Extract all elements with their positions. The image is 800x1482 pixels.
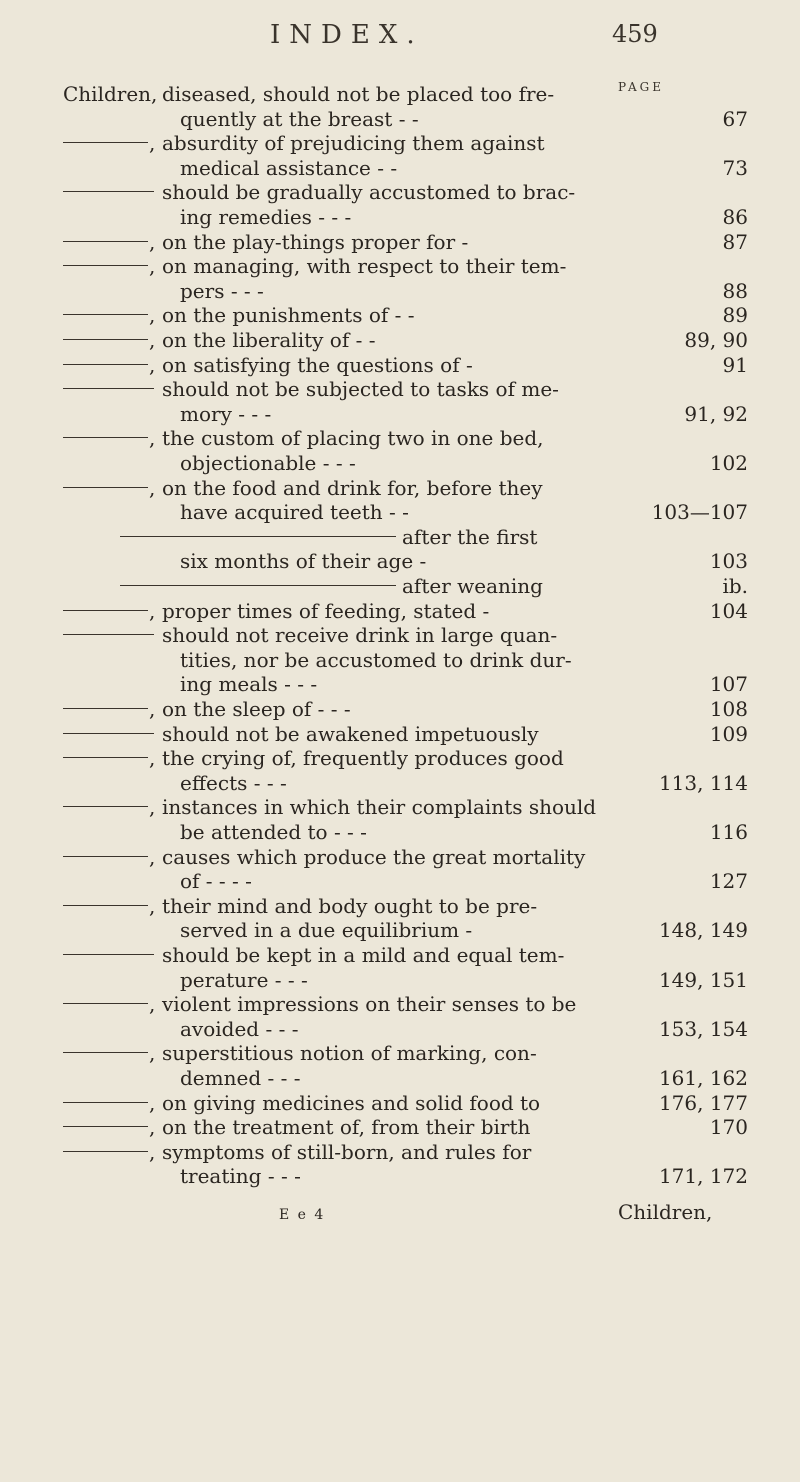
entry-line (0, 1164, 800, 1188)
page-reference: 108 (709, 697, 748, 721)
entry-line (0, 968, 800, 992)
page-reference: 148, 149 (658, 918, 748, 943)
entry-text: treating - - - (180, 1164, 301, 1189)
entry-line (0, 1140, 800, 1164)
entry-line (0, 230, 800, 254)
ditto-rule (63, 1151, 148, 1152)
entry-text: on the sleep of - - - (162, 697, 351, 721)
entry-line (0, 107, 800, 131)
entry-text: absurdity of prejudicing them against (162, 131, 545, 156)
entry-text: the custom of placing two in one bed, (162, 426, 544, 451)
entry-text: superstitious notion of marking, con- (162, 1041, 537, 1066)
ditto-rule (63, 265, 148, 266)
entry-line (0, 328, 800, 352)
entry-text: on the punishments of - - (162, 303, 415, 328)
entry-text: effects - - - (180, 770, 287, 795)
entry-line (0, 82, 800, 106)
ditto-rule (120, 536, 396, 537)
ditto-rule (63, 1126, 148, 1127)
page-reference: 104 (709, 598, 748, 623)
entry-line (0, 476, 800, 500)
page-reference: 102 (709, 450, 748, 475)
entry-text: medical assistance - - (180, 155, 398, 180)
page-reference: 153, 154 (658, 1016, 748, 1041)
page-reference: 116 (709, 819, 748, 844)
entry-line (0, 131, 800, 155)
ditto-rule (63, 708, 148, 709)
entry-line (0, 353, 800, 377)
ditto-comma: , (149, 303, 156, 328)
ditto-rule (120, 585, 396, 586)
entry-text: diseased, should not be placed too fre- (162, 82, 555, 106)
entry-text: should not receive drink in large quan- (162, 623, 558, 648)
catchword: Children, (618, 1200, 713, 1224)
page-reference: 109 (709, 721, 748, 746)
entry-line (0, 377, 800, 401)
page-reference: 161, 162 (658, 1065, 748, 1090)
ditto-comma: , (149, 1041, 156, 1066)
page-reference: 67 (722, 106, 748, 131)
entry-text: instances in which their complaints should (162, 795, 597, 820)
entry-line (0, 697, 800, 721)
entry-text: should not be awakened impetuously (162, 721, 539, 746)
page-column-label: PAGE (618, 80, 664, 94)
entry-line (0, 500, 800, 524)
ditto-rule (63, 191, 154, 192)
page-reference: 91, 92 (684, 401, 748, 426)
page-reference: ib. (722, 574, 748, 598)
ditto-comma: , (149, 352, 156, 377)
entry-text: six months of their age - (180, 549, 427, 574)
ditto-rule (63, 856, 148, 857)
entry-text: served in a due equilibrium - (180, 918, 473, 943)
entry-line (0, 426, 800, 450)
entry-line (0, 574, 800, 598)
ditto-rule (63, 954, 154, 955)
entry-line (0, 672, 800, 696)
ditto-comma: , (149, 254, 156, 279)
entry-line (0, 820, 800, 844)
entry-text: on satisfying the questions of - (162, 352, 473, 377)
entry-text: tities, nor be accustomed to drink dur- (180, 647, 572, 672)
page-reference: 176, 177 (658, 1090, 748, 1115)
entry-text: quently at the breast - - (180, 106, 419, 131)
entry-text: violent impressions on their senses to be (162, 992, 577, 1017)
page-number: 459 (612, 20, 658, 48)
entry-text: avoided - - - (180, 1016, 299, 1041)
entry-line (0, 1041, 800, 1065)
entry-text: on the liberality of - - (162, 328, 376, 352)
entry-text: objectionable - - - (180, 450, 356, 475)
entry-line (0, 254, 800, 278)
ditto-comma: , (149, 697, 156, 721)
ditto-rule (63, 1102, 148, 1103)
entry-text: ing remedies - - - (180, 204, 352, 229)
ditto-rule (63, 610, 148, 611)
entry-line (0, 549, 800, 573)
entry-line (0, 845, 800, 869)
page-reference: 88 (722, 278, 748, 303)
entry-line (0, 525, 800, 549)
ditto-comma: , (149, 1115, 156, 1140)
entry-line (0, 943, 800, 967)
entry-text: perature - - - (180, 967, 308, 992)
ditto-rule (63, 241, 148, 242)
entry-text: have acquired teeth - - (180, 500, 409, 525)
entry-text: on giving medicines and solid food to (162, 1090, 541, 1115)
page-reference: 107 (709, 672, 748, 697)
entry-text: of - - - - (180, 869, 252, 894)
entry-text: should not be subjected to tasks of me- (162, 377, 559, 402)
entry-text: causes which produce the great mortality (162, 844, 586, 869)
page-reference: 103—107 (651, 500, 748, 525)
ditto-rule (63, 1003, 148, 1004)
entry-text: on the treatment of, from their birth (162, 1115, 531, 1140)
entry-text: should be kept in a mild and equal tem- (162, 943, 565, 967)
entry-text: mory - - - (180, 401, 272, 426)
ditto-rule (63, 314, 148, 315)
ditto-rule (63, 142, 148, 143)
entry-text: symptoms of still-born, and rules for (162, 1139, 532, 1164)
ditto-rule (63, 1052, 148, 1053)
ditto-comma: , (149, 131, 156, 156)
entry-line (0, 746, 800, 770)
page-reference: 89, 90 (684, 328, 748, 352)
page-reference: 113, 114 (658, 770, 748, 795)
ditto-comma: , (149, 229, 156, 254)
ditto-comma: , (149, 598, 156, 623)
entry-line (0, 894, 800, 918)
page-reference: 86 (722, 204, 748, 229)
ditto-rule (63, 487, 148, 488)
entry-text: be attended to - - - (180, 819, 367, 844)
entry-line (0, 451, 800, 475)
entry-line (0, 402, 800, 426)
ditto-rule (63, 733, 154, 734)
ditto-rule (63, 437, 148, 438)
ditto-rule (63, 388, 154, 389)
ditto-comma: , (149, 1139, 156, 1164)
entry-line (0, 1017, 800, 1041)
entry-text: after the first (402, 524, 538, 549)
ditto-rule (63, 757, 148, 758)
page-reference: 127 (709, 869, 748, 894)
ditto-comma: , (149, 1090, 156, 1115)
entry-text: the crying of, frequently produces good (162, 746, 564, 771)
ditto-rule (63, 806, 148, 807)
entry-line (0, 918, 800, 942)
entry-line (0, 1066, 800, 1090)
page-reference: 149, 151 (658, 967, 748, 992)
ditto-comma: , (149, 426, 156, 451)
page-title: INDEX. (270, 20, 424, 50)
entry-line (0, 795, 800, 819)
page-reference: 103 (709, 549, 748, 574)
page-reference: 91 (722, 352, 748, 377)
entry-text: proper times of feeding, stated - (162, 598, 490, 623)
entry-line (0, 303, 800, 327)
ditto-comma: , (149, 992, 156, 1017)
ditto-comma: , (149, 475, 156, 500)
page-reference: 170 (709, 1115, 748, 1140)
entry-line (0, 648, 800, 672)
ditto-comma: , (149, 893, 156, 918)
entry-text: on managing, with respect to their tem- (162, 254, 567, 279)
page-reference: 87 (722, 229, 748, 254)
ditto-rule (63, 339, 148, 340)
entry-line (0, 1091, 800, 1115)
ditto-comma: , (149, 328, 156, 352)
page-reference: 171, 172 (658, 1164, 748, 1189)
entry-line (0, 599, 800, 623)
entry-line (0, 205, 800, 229)
ditto-rule (63, 905, 148, 906)
entry-line (0, 1115, 800, 1139)
entry-line (0, 180, 800, 204)
page-reference: 89 (722, 303, 748, 328)
entry-text: ing meals - - - (180, 672, 318, 697)
entry-text: demned - - - (180, 1065, 301, 1090)
entry-text: on the play-things proper for - (162, 229, 469, 254)
entry-text: their mind and body ought to be pre- (162, 893, 538, 918)
ditto-comma: , (149, 746, 156, 771)
signature-mark: E e 4 (279, 1207, 326, 1223)
ditto-rule (63, 634, 154, 635)
entry-line (0, 992, 800, 1016)
entry-line (0, 722, 800, 746)
ditto-comma: , (149, 795, 156, 820)
entry-line (0, 623, 800, 647)
heading-word: Children, (63, 82, 158, 106)
entry-line (0, 279, 800, 303)
entry-text: after weaning (402, 574, 543, 598)
entry-line (0, 771, 800, 795)
page-reference: 73 (722, 155, 748, 180)
ditto-comma: , (149, 844, 156, 869)
entry-line (0, 156, 800, 180)
entry-line (0, 869, 800, 893)
entry-text: on the food and drink for, before they (162, 475, 543, 500)
ditto-rule (63, 364, 148, 365)
entry-text: should be gradually accustomed to brac- (162, 180, 576, 205)
entry-text: pers - - - (180, 278, 264, 303)
